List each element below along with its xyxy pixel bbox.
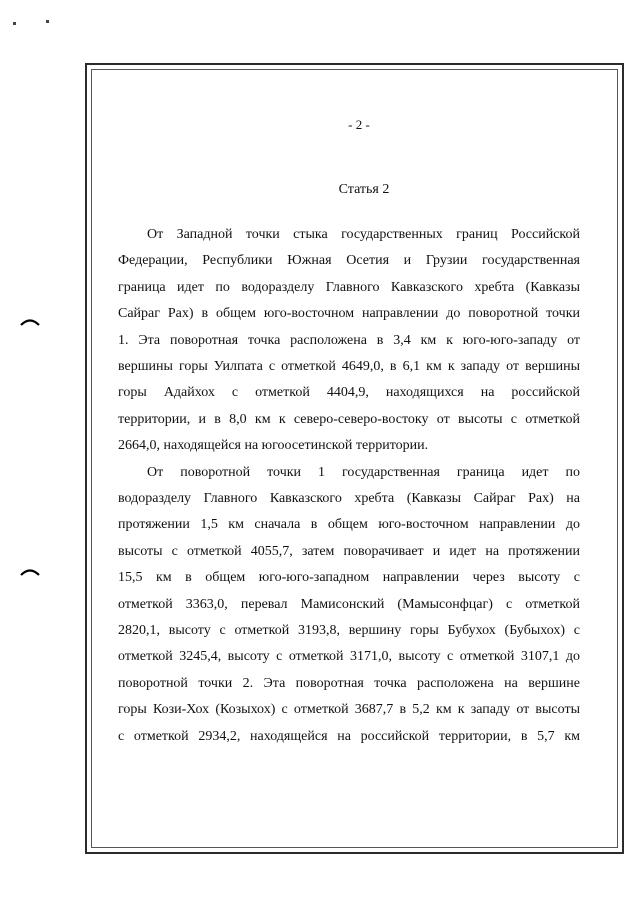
article-title: Статья 2: [338, 182, 390, 197]
text-line: высоты с отметкой 4055,7, затем поворачивает и идет на протяжении: [118, 543, 580, 559]
text-line: 15,5 км в общем юго-юго-западном направлении через высоту с: [118, 570, 580, 586]
paragraph-2: [118, 460, 580, 750]
text-line: протяжении 1,5 км сначала в общем юго-восточном направлении до: [118, 517, 580, 533]
text-line: 2664,0, находящейся на югоосетинской территории.: [118, 438, 429, 454]
text-line: поворотной точки 2. Эта поворотная точка расположена на вершине: [118, 675, 580, 691]
text-line: территории, и в 8,0 км к северо-северо-востоку от высоты с отметкой: [118, 411, 580, 427]
text-line: 2820,1, высоту с отметкой 3193,8, вершину горы Бубухох (Бубыхох) с: [118, 622, 580, 638]
scan-speck: [46, 20, 49, 23]
text-line: Сайраг Рах) в общем юго-восточном направлении до поворотной точки: [118, 306, 580, 322]
page-number: - 2 -: [348, 117, 370, 132]
text-line: От Западной точки стыка государственных границ Российской: [147, 227, 580, 242]
scan-speck: [13, 22, 16, 25]
text-line: вершины горы Уилпата с отметкой 4649,0, в 6,1 км к западу от вершины: [118, 358, 580, 374]
text-line: отметкой 3245,4, высоту с отметкой 3171,0, высоту с отметкой 3107,1 до: [118, 649, 580, 665]
binder-hole-mark: [20, 316, 40, 326]
text-line: граница идет по водоразделу Главного Кавказского хребта (Кавказы: [118, 279, 580, 295]
binder-hole-mark: [20, 566, 40, 576]
paragraph-1: [118, 222, 580, 460]
text-line: От поворотной точки 1 государственная граница идет по: [147, 464, 580, 480]
text-line: водоразделу Главного Кавказского хребта (Кавказы Сайраг Рах) на: [118, 490, 580, 506]
text-line: Федерации, Республики Южная Осетия и Грузии государственная: [118, 253, 580, 269]
text-line: с отметкой 2934,2, находящейся на российской территории, в 5,7 км: [118, 728, 580, 744]
text-line: горы Кози-Хох (Козыхох) с отметкой 3687,7 в 5,2 км к западу от высоты: [118, 702, 580, 718]
text-line: горы Адайхох с отметкой 4404,9, находящихся на российской: [118, 385, 580, 401]
text-line: отметкой 3363,0, перевал Мамисонский (Мамысонфцаг) с отметкой: [118, 596, 580, 612]
text-line: 1. Эта поворотная точка расположена в 3,4 км к юго-юго-западу от: [118, 332, 580, 348]
